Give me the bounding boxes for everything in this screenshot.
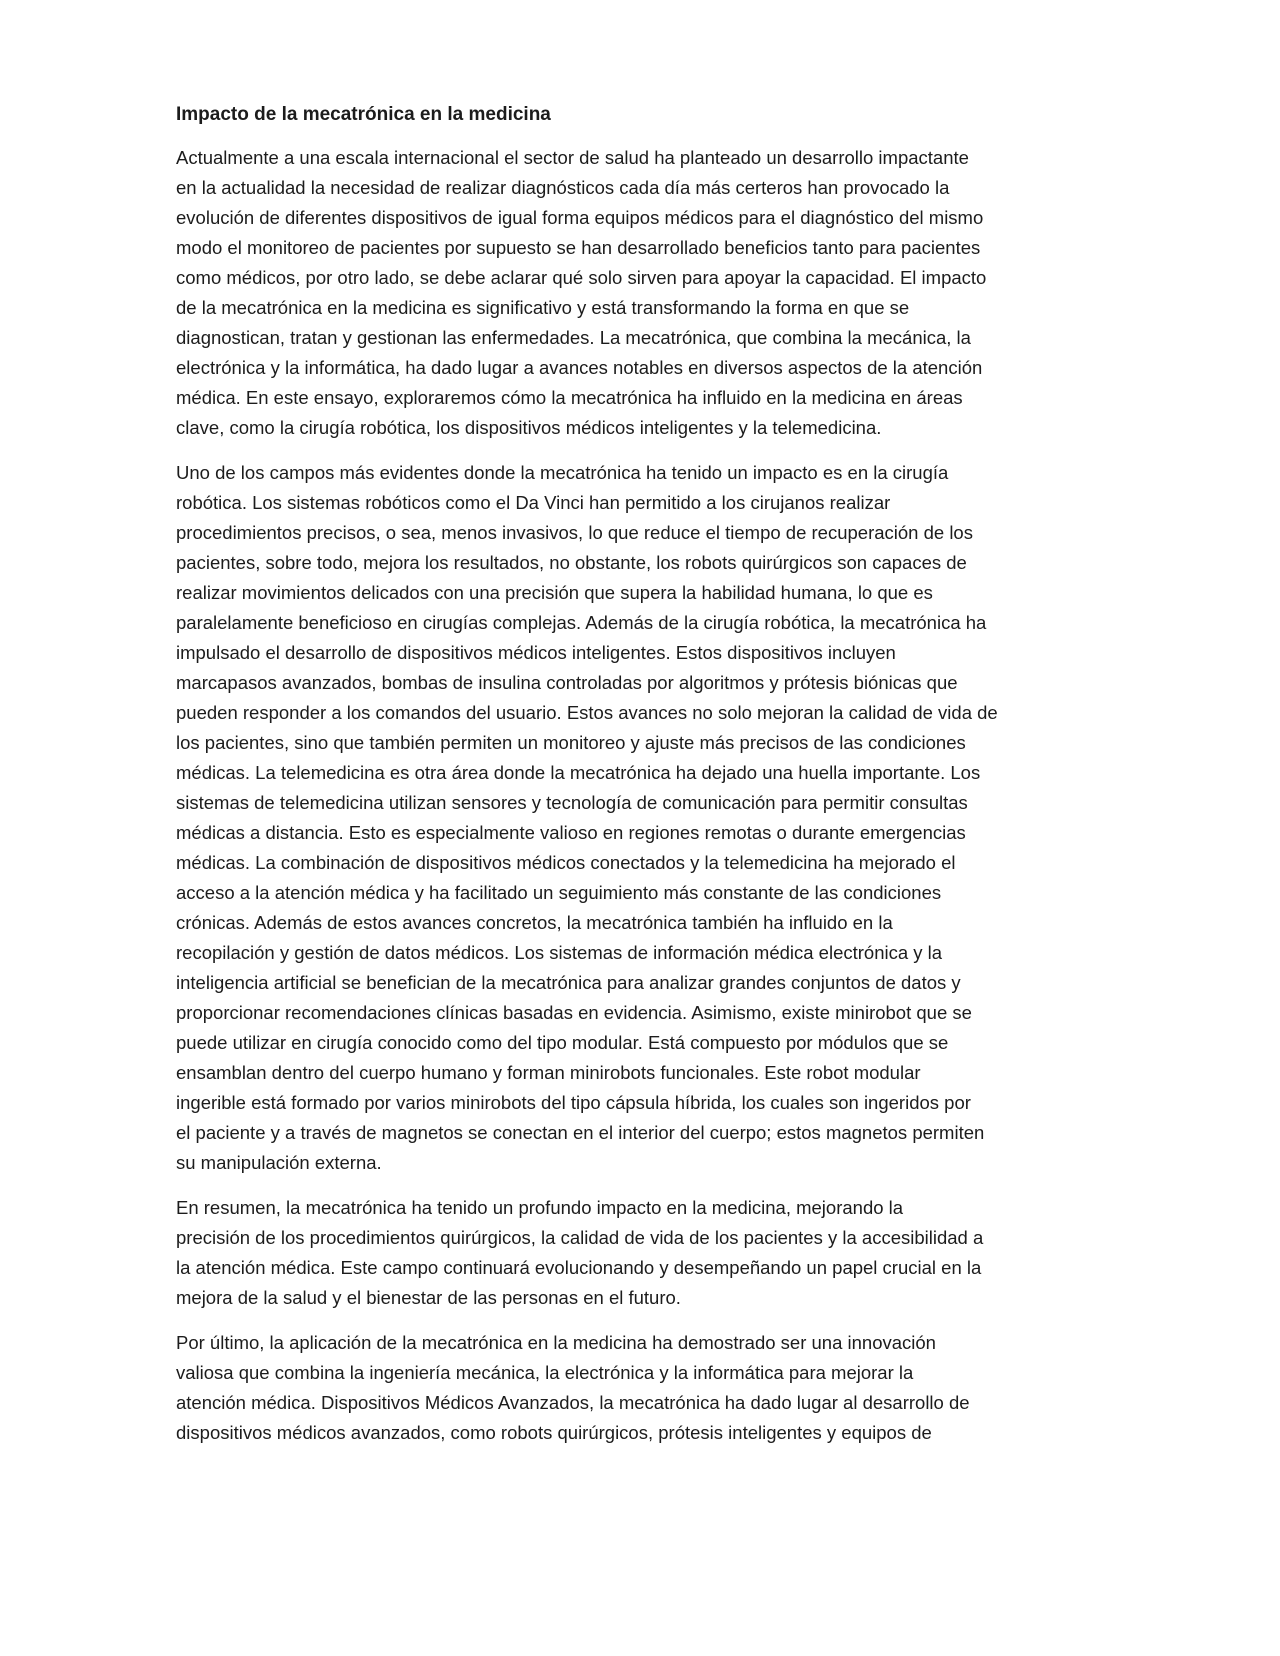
text-line: acceso a la atención médica y ha facilitado un seguimiento más constante de las condiciones (176, 882, 942, 903)
text-line: Uno de los campos más evidentes donde la mecatrónica ha tenido un impacto es en la cirugía (176, 462, 949, 483)
text-line: realizar movimientos delicados con una precisión que supera la habilidad humana, lo que es (176, 582, 933, 603)
text-line: recopilación y gestión de datos médicos. Los sistemas de información médica electrónica y la (176, 942, 943, 963)
text-line: dispositivos médicos avanzados, como robots quirúrgicos, prótesis inteligentes y equipos de (176, 1422, 932, 1443)
body-paragraph (176, 143, 1100, 443)
text-line: impulsado el desarrollo de dispositivos médicos inteligentes. Estos dispositivos incluyen (176, 642, 896, 663)
text-line: atención médica. Dispositivos Médicos Avanzados, la mecatrónica ha dado lugar al desarrollo de (176, 1392, 970, 1413)
text-line: crónicas. Además de estos avances concretos, la mecatrónica también ha influido en la (176, 912, 893, 933)
text-line: diagnostican, tratan y gestionan las enfermedades. La mecatrónica, que combina la mecánica, la (176, 327, 971, 348)
text-line: los pacientes, sino que también permiten un monitoreo y ajuste más precisos de las condiciones (176, 732, 966, 753)
text-line: mejora de la salud y el bienestar de las personas en el futuro. (176, 1287, 681, 1308)
text-line: el paciente y a través de magnetos se conectan en el interior del cuerpo; estos magnetos permiten (176, 1122, 985, 1143)
text-line: En resumen, la mecatrónica ha tenido un profundo impacto en la medicina, mejorando la (176, 1197, 904, 1218)
text-line: procedimientos precisos, o sea, menos invasivos, lo que reduce el tiempo de recuperación de los (176, 522, 973, 543)
text-line: robótica. Los sistemas robóticos como el Da Vinci han permitido a los cirujanos realizar (176, 492, 891, 513)
text-line: su manipulación externa. (176, 1152, 382, 1173)
text-line: valiosa que combina la ingeniería mecánica, la electrónica y la informática para mejorar la (176, 1362, 914, 1383)
text-line: proporcionar recomendaciones clínicas basadas en evidencia. Asimismo, existe minirobot que se (176, 1002, 972, 1023)
text-line: marcapasos avanzados, bombas de insulina controladas por algoritmos y prótesis biónicas que (176, 672, 958, 693)
text-line: médicas a distancia. Esto es especialmente valioso en regiones remotas o durante emergencias (176, 822, 966, 843)
body-paragraph (176, 1328, 1100, 1448)
text-line: médicas. La telemedicina es otra área donde la mecatrónica ha dejado una huella importante. Los (176, 762, 981, 783)
body-paragraph (176, 1193, 1100, 1313)
document-title: Impacto de la mecatrónica en la medicina (176, 104, 551, 125)
text-line: precisión de los procedimientos quirúrgicos, la calidad de vida de los pacientes y la accesibilidad a (176, 1227, 984, 1248)
text-line: Actualmente a una escala internacional el sector de salud ha planteado un desarrollo impactante (176, 147, 969, 168)
text-line: electrónica y la informática, ha dado lugar a avances notables en diversos aspectos de la atención (176, 357, 983, 378)
text-line: pueden responder a los comandos del usuario. Estos avances no solo mejoran la calidad de vida de (176, 702, 998, 723)
text-line: médica. En este ensayo, exploraremos cómo la mecatrónica ha influido en la medicina en áreas (176, 387, 963, 408)
text-line: evolución de diferentes dispositivos de igual forma equipos médicos para el diagnóstico del mismo (176, 207, 984, 228)
text-line: como médicos, por otro lado, se debe aclarar qué solo sirven para apoyar la capacidad. El impacto (176, 267, 987, 288)
text-line: Por último, la aplicación de la mecatrónica en la medicina ha demostrado ser una innovación (176, 1332, 936, 1353)
text-line: de la mecatrónica en la medicina es significativo y está transformando la forma en que se (176, 297, 910, 318)
text-line: sistemas de telemedicina utilizan sensores y tecnología de comunicación para permitir consultas (176, 792, 968, 813)
text-line: médicas. La combinación de dispositivos médicos conectados y la telemedicina ha mejorado el (176, 852, 956, 873)
text-line: puede utilizar en cirugía conocido como del tipo modular. Está compuesto por módulos que se (176, 1032, 949, 1053)
document-body (176, 101, 1100, 1463)
text-line: pacientes, sobre todo, mejora los resultados, no obstante, los robots quirúrgicos son capaces de (176, 552, 967, 573)
text-line: en la actualidad la necesidad de realizar diagnósticos cada día más certeros han provocado la (176, 177, 950, 198)
text-line: ingerible está formado por varios minirobots del tipo cápsula híbrida, los cuales son ingeridos por (176, 1092, 971, 1113)
text-line: modo el monitoreo de pacientes por supuesto se han desarrollado beneficios tanto para pacientes (176, 237, 981, 258)
text-line: inteligencia artificial se benefician de la mecatrónica para analizar grandes conjuntos de datos y (176, 972, 961, 993)
text-line: clave, como la cirugía robótica, los dispositivos médicos inteligentes y la telemedicina. (176, 417, 882, 438)
text-line: la atención médica. Este campo continuará evolucionando y desempeñando un papel crucial en la (176, 1257, 982, 1278)
text-line: paralelamente beneficioso en cirugías complejas. Además de la cirugía robótica, la mecatrónica ha (176, 612, 987, 633)
paragraph-list (176, 143, 1100, 1448)
text-line: ensamblan dentro del cuerpo humano y forman minirobots funcionales. Este robot modular (176, 1062, 921, 1083)
body-paragraph (176, 458, 1100, 1178)
